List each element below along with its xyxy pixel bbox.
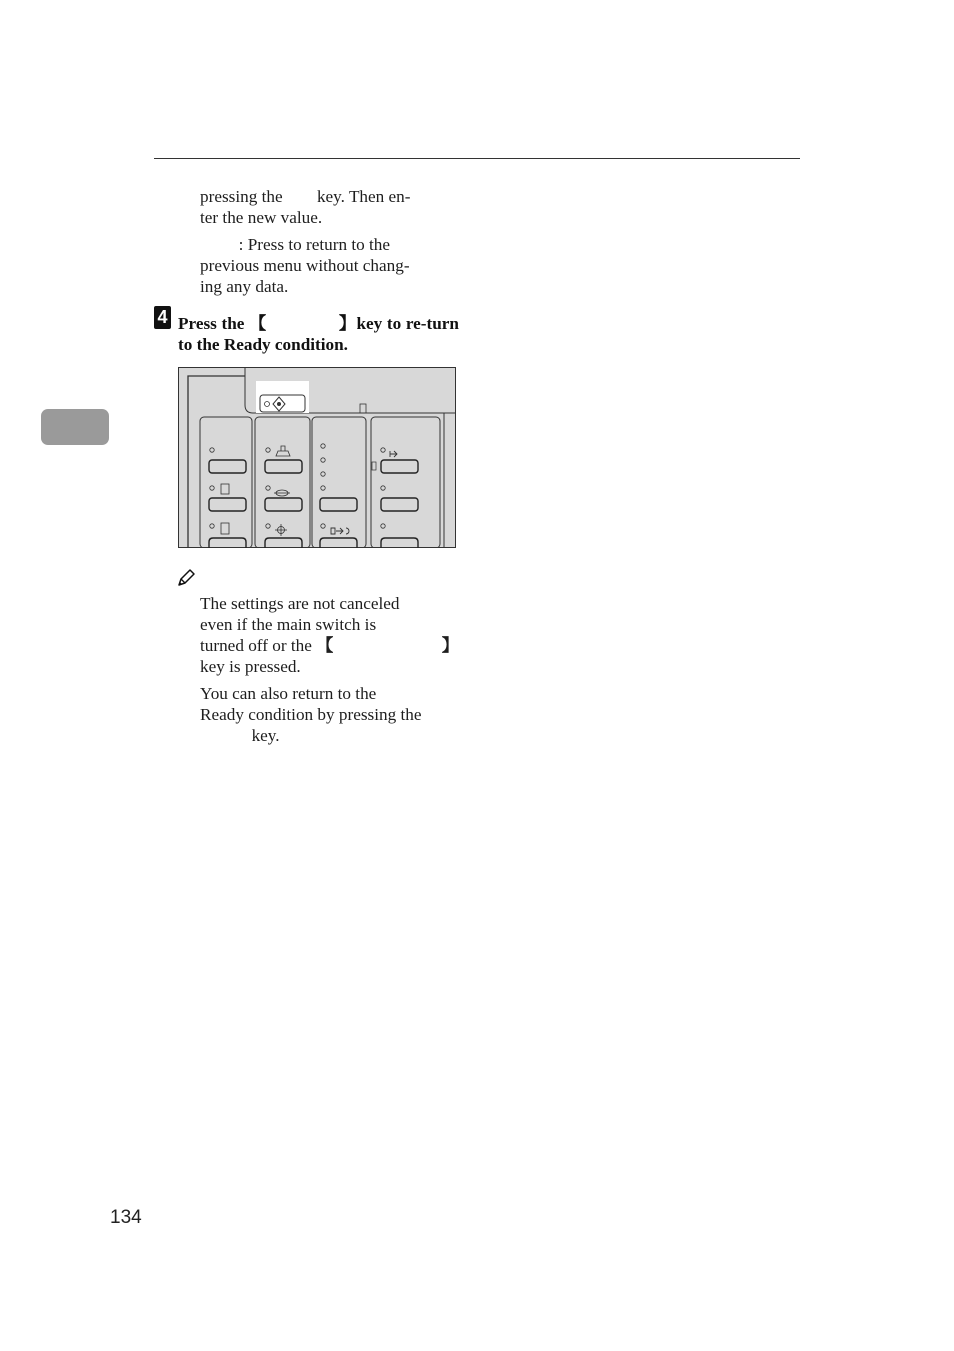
control-panel-illustration	[178, 367, 456, 548]
note-close-bracket: 】	[441, 636, 459, 655]
note-1-paragraph	[200, 593, 459, 677]
cancel-line-1: : Press to return to the	[200, 235, 390, 254]
note-1-line-2: even if the main switch is	[200, 615, 377, 634]
note-1-line-1: The settings are not canceled	[200, 594, 400, 613]
continued-line-2: ter the new value.	[200, 208, 323, 227]
note-2-line-3: key.	[200, 726, 280, 745]
cancel-line-2: previous menu without chang-	[200, 256, 410, 275]
note-2-line-2: Ready condition by pressing the	[200, 705, 422, 724]
note-2-line-1: You can also return to the	[200, 684, 377, 703]
chapter-tab	[41, 409, 109, 445]
note-open-bracket: 【	[316, 636, 334, 655]
continued-paragraph	[200, 186, 459, 228]
open-bracket: 【	[249, 314, 267, 333]
step-text-after: key to re-turn to the Ready condition.	[178, 314, 459, 354]
header-rule	[154, 158, 800, 159]
step-text-before: Press the	[178, 314, 250, 333]
pencil-icon	[176, 568, 196, 588]
cancel-paragraph	[200, 234, 459, 297]
close-bracket: 】	[338, 314, 357, 333]
step-number: 4	[154, 306, 171, 329]
continued-line-1: pressing the key. Then en-	[200, 187, 411, 206]
note-1-line-3: turned off or the	[200, 636, 317, 655]
note-2-paragraph	[200, 683, 459, 746]
cancel-line-3: ing any data.	[200, 277, 289, 296]
step-instruction	[178, 313, 459, 355]
note-1-line-4: key is pressed.	[200, 657, 301, 676]
page-number: 134	[110, 1207, 142, 1228]
